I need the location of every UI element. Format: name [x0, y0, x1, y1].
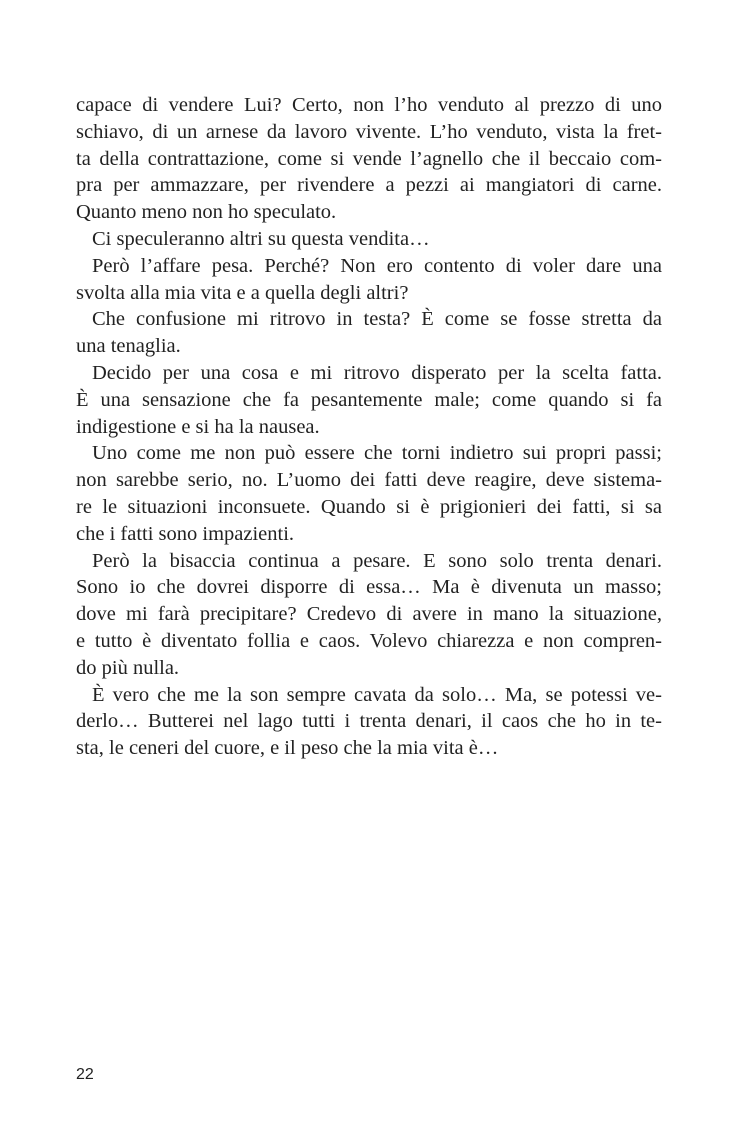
- page-number: 22: [76, 1066, 94, 1083]
- paragraph: [76, 360, 662, 440]
- text-line: pra per ammazzare, per rivendere a pezzi ai mangiatori di carne.: [76, 174, 662, 197]
- text-line: È una sensazione che fa pesantemente male; come quando si fa: [76, 388, 662, 411]
- text-line: Ci speculeranno altri su questa vendita…: [92, 227, 430, 250]
- text-line: sta, le ceneri del cuore, e il peso che la mia vita è…: [76, 737, 499, 760]
- text-line: Però l’affare pesa. Perché? Non ero contento di voler dare una: [92, 254, 662, 277]
- book-page-body: [76, 92, 662, 762]
- paragraph: [76, 440, 662, 547]
- text-line: capace di vendere Lui? Certo, non l’ho venduto al prezzo di uno: [76, 94, 662, 116]
- text-line: indigestione e si ha la nausea.: [76, 415, 320, 438]
- text-line: re le situazioni inconsuete. Quando si è prigionieri dei fatti, si sa: [76, 495, 662, 518]
- text-line: ta della contrattazione, come si vende l’agnello che il beccaio com-: [76, 147, 662, 170]
- text-line: non sarebbe serio, no. L’uomo dei fatti deve reagire, deve sistema-: [76, 469, 662, 492]
- paragraph: [76, 682, 662, 762]
- text-line: derlo… Butterei nel lago tutti i trenta denari, il caos che ho in te-: [76, 710, 662, 733]
- text-line: do più nulla.: [76, 656, 180, 679]
- text-line: Uno come me non può essere che torni indietro sui propri passi;: [92, 442, 662, 465]
- text-line: dove mi farà precipitare? Credevo di avere in mano la situazione,: [76, 603, 662, 626]
- text-line: che i fatti sono impazienti.: [76, 522, 295, 545]
- text-line: schiavo, di un arnese da lavoro vivente. L’ho venduto, vista la fret-: [76, 120, 662, 143]
- paragraph: [76, 306, 662, 360]
- text-line: svolta alla mia vita e a quella degli altri?: [76, 281, 409, 304]
- paragraph: [76, 226, 662, 253]
- paragraph: [76, 253, 662, 307]
- text-line: Decido per una cosa e mi ritrovo disperato per la scelta fatta.: [92, 361, 662, 384]
- paragraph: [76, 92, 662, 226]
- paragraph: [76, 548, 662, 682]
- text-line: una tenaglia.: [76, 335, 181, 358]
- text-line: e tutto è diventato follia e caos. Volevo chiarezza e non compren-: [76, 629, 662, 652]
- text-line: Quanto meno non ho speculato.: [76, 201, 337, 224]
- text-line: Però la bisaccia continua a pesare. E sono solo trenta denari.: [92, 549, 662, 572]
- text-line: Sono io che dovrei disporre di essa… Ma è divenuta un masso;: [76, 576, 662, 599]
- text-line: Che confusione mi ritrovo in testa? È come se fosse stretta da: [92, 308, 662, 331]
- text-line: È vero che me la son sempre cavata da solo… Ma, se potessi ve-: [92, 683, 662, 706]
